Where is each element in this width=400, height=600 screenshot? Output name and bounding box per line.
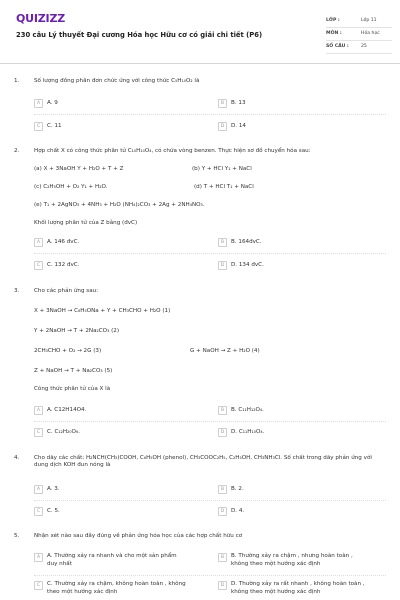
reaction-line: Z + NaOH → T + Na₂CO₃ (5) <box>34 368 113 374</box>
reaction-line: (e) T₁ + 2AgNO₃ + 4NH₃ + H₂O (NH₄)₂CO₃ + 2Ag + 2NH₄NO₃. <box>34 202 205 208</box>
option-letter-box: C <box>34 122 43 131</box>
option-letter-box: A <box>34 406 43 415</box>
question-5 <box>14 533 390 599</box>
question-number: 1. <box>14 78 20 84</box>
option-letter-box: C <box>34 261 43 270</box>
option-label: D. Thường xảy ra rất nhanh , không hoàn toàn , không theo một hướng xác định <box>231 581 365 595</box>
question-text: Số lượng đồng phân đơn chức ứng với công thức C₅H₁₀O₂ là <box>34 78 200 84</box>
option-label: C. 132 đvC. <box>47 262 80 268</box>
meta-row-class <box>326 15 392 28</box>
reaction-line: (c) C₂H₅OH + O₂ Y₁ + H₂O. <box>34 184 108 190</box>
option-letter-box: A <box>34 238 43 247</box>
quizizz-logo: QUIZIZZ <box>16 12 65 25</box>
option-label: A. 3. <box>47 486 60 492</box>
option-letter-box: B <box>218 485 227 494</box>
meta-value: Lớp 11 <box>361 18 377 24</box>
reaction-line: Công thức phân tử của X là <box>34 386 111 392</box>
option-b[interactable] <box>218 553 371 568</box>
question-text: Cho dãy các chất: H₂NCH(CH₃)COOH, C₆H₅OH (phenol), CH₃COOC₂H₅, C₂H₅OH, CH₃NH₃Cl. Số chất trong dãy phản ứng với dung dịch KOH đun nóng là <box>34 455 372 468</box>
option-label: D. C₁₁H₁₀O₄. <box>231 429 265 435</box>
divider <box>34 421 386 422</box>
divider <box>34 253 386 254</box>
reaction-line: (a) X + 3NaOH Y + H₂O + T + Z <box>34 166 124 172</box>
option-c[interactable] <box>34 261 79 270</box>
option-letter-box: B <box>218 238 227 247</box>
option-a[interactable] <box>34 485 60 494</box>
meta-row-subject <box>326 28 392 41</box>
option-c[interactable] <box>34 507 60 516</box>
option-b[interactable] <box>218 238 262 247</box>
option-letter-box: C <box>34 428 43 437</box>
option-label: B. 164đvC. <box>231 239 262 245</box>
question-4 <box>14 455 390 525</box>
option-d[interactable] <box>218 507 244 516</box>
reaction-line: G + NaOH → Z + H₂O (4) <box>190 348 260 354</box>
option-b[interactable] <box>218 485 244 494</box>
option-letter-box: D <box>218 581 227 590</box>
option-d[interactable] <box>218 122 246 131</box>
option-letter-box: B <box>218 99 227 108</box>
option-letter-box: D <box>218 428 227 437</box>
question-text: Hợp chất X có công thức phân tử C₁₀H₁₀O₄, có chứa vòng benzen. Thực hiện sơ đồ chuyển hóa sau: <box>34 148 311 154</box>
meta-key: MÔN : <box>326 31 342 37</box>
option-label: C. 5. <box>47 508 60 514</box>
question-text: Cho các phản ứng sau: <box>34 288 99 294</box>
option-label: C. C₁₂H₂₀O₆. <box>47 429 80 435</box>
document-title: 230 câu Lý thuyết Đại cương Hóa học Hữu cơ có giải chi tiết (P6) <box>16 31 263 39</box>
option-b[interactable] <box>218 406 264 415</box>
option-c[interactable] <box>34 428 80 437</box>
option-letter-box: D <box>218 507 227 516</box>
reaction-line: Khối lượng phân tử của Z bằng (đvC) <box>34 220 138 226</box>
meta-key: SỐ CÂU : <box>326 44 349 50</box>
option-label: C. Thường xảy ra chậm, không hoàn toàn , không theo một hướng xác định <box>47 581 186 595</box>
question-text: Nhận xét nào sau đây đúng về phản ứng hóa học của các hợp chất hữu cơ <box>34 533 243 539</box>
option-label: A. Thường xảy ra nhanh và cho một sản phẩm duy nhất <box>47 553 177 567</box>
question-2 <box>14 148 390 278</box>
meta-value: 25 <box>361 44 367 50</box>
option-letter-box: B <box>218 553 227 562</box>
meta-table <box>326 15 392 54</box>
option-letter-box: A <box>34 485 43 494</box>
question-3 <box>14 288 390 443</box>
divider <box>34 575 386 576</box>
divider <box>34 114 386 115</box>
option-label: D. 14 <box>231 123 246 129</box>
option-label: A. C12H14O4. <box>47 407 87 413</box>
reaction-line: Y + 2NaOH → T + 2Na₂CO₃ (2) <box>34 328 120 334</box>
option-label: B. 2. <box>231 486 244 492</box>
option-a[interactable] <box>34 238 79 247</box>
reaction-line: X + 3NaOH → C₆H₅ONa + Y + CH₃CHO + H₂O (1) <box>34 308 171 314</box>
question-number: 5. <box>14 533 20 539</box>
option-label: C. 11 <box>47 123 62 129</box>
reaction-line: (b) Y + HCl Y₁ + NaCl <box>192 166 252 172</box>
option-d[interactable] <box>218 261 264 270</box>
option-a[interactable] <box>34 99 58 108</box>
meta-row-count <box>326 41 392 54</box>
option-c[interactable] <box>34 122 62 131</box>
reaction-line: 2CH₃CHO + O₂ → 2G (3) <box>34 348 102 354</box>
option-letter-box: C <box>34 581 43 590</box>
meta-value: Hóa học <box>361 31 380 37</box>
option-letter-box: A <box>34 99 43 108</box>
option-letter-box: D <box>218 261 227 270</box>
option-label: A. 9 <box>47 100 58 106</box>
reaction-line: (d) T + HCl T₁ + NaCl <box>194 184 254 190</box>
page-header <box>0 0 400 64</box>
option-c[interactable] <box>34 581 187 596</box>
divider <box>34 500 386 501</box>
question-number: 2. <box>14 148 20 154</box>
meta-key: LỚP : <box>326 18 340 24</box>
option-label: A. 146 đvC. <box>47 239 80 245</box>
option-label: B. 13 <box>231 100 246 106</box>
option-label: D. 134 đvC. <box>231 262 264 268</box>
option-label: D. 4. <box>231 508 245 514</box>
option-d[interactable] <box>218 581 371 596</box>
option-a[interactable] <box>34 406 86 415</box>
question-1 <box>14 78 390 138</box>
option-a[interactable] <box>34 553 187 568</box>
question-number: 4. <box>14 455 20 461</box>
question-number: 3. <box>14 288 20 294</box>
option-letter-box: B <box>218 406 227 415</box>
option-d[interactable] <box>218 428 264 437</box>
option-letter-box: A <box>34 553 43 562</box>
option-letter-box: D <box>218 122 227 131</box>
option-b[interactable] <box>218 99 246 108</box>
option-letter-box: C <box>34 507 43 516</box>
option-label: B. C₁₁H₁₂O₄. <box>231 407 264 413</box>
option-label: B. Thường xảy ra chậm , nhưng hoàn toàn , không theo một hướng xác định <box>231 553 353 567</box>
